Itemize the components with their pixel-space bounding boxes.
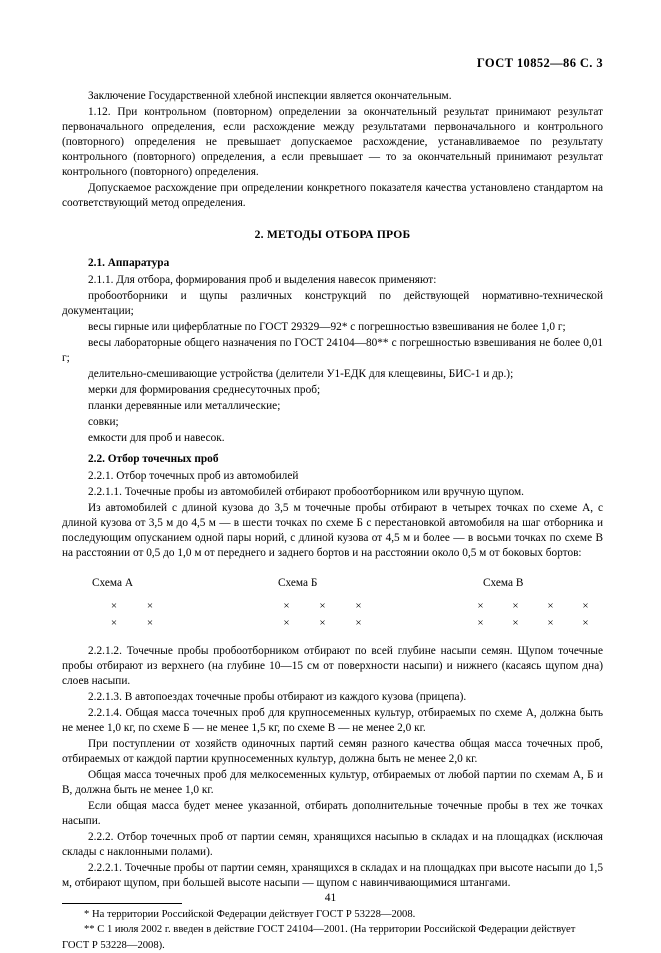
paragraph-samplers: пробоотборники и щупы различных конструкций по действующей нормативно-технической документации;: [62, 289, 603, 317]
paragraph-scheme-description: Из автомобилей с длиной кузова до 3,5 м точечные пробы отбирают в четырех точках по схеме А, с длиной кузова от 3,5 м до 4,5 м — в шести точках по схеме Б с перестановкой автомобиля на шаг отборника и последующим опусканием одной пары норий, с длиной кузова от 4,5 м и более — в восьми точках по схеме В на расстоянии от 0,5 до 1,0 м от переднего и заднего бортов и на расстоянии около 0,5 м от боковых бортов:: [62, 501, 603, 559]
scheme-row: [92, 598, 603, 615]
page-number: 41: [324, 892, 337, 904]
paragraph-containers: емкости для проб и навесок.: [88, 431, 225, 444]
paragraph-1-12: 1.12. При контрольном (повторном) определении за окончательный результат принимают результат первоначального определения, если расхождение между результатами первоначального и контрольного (повторного) определения не превышает допускаемое расхождение, устанавливаемое по результату контрольного (повторного) определения, а если превышает — то за окончательный принимают результат контрольного (повторного) определения.: [62, 106, 603, 179]
paragraph-2-2-1-1: 2.2.1.1. Точечные пробы из автомобилей отбирают пробоотборником или вручную щупом.: [88, 485, 524, 498]
paragraph-lab-scales: весы лабораторные общего назначения по ГОСТ 24104—80** с погрешностью взвешивания не более 0,01 г;: [62, 336, 603, 364]
scheme-point: ×: [319, 616, 326, 629]
paragraph-scoops: совки;: [88, 415, 119, 428]
scheme-point: ×: [146, 616, 154, 629]
paragraph-2-2-1: 2.2.1. Отбор точечных проб из автомобилей: [88, 469, 299, 482]
scheme-point: ×: [283, 616, 290, 629]
scheme-rows: [92, 598, 603, 632]
scheme-point: ×: [512, 616, 519, 629]
page-header: ГОСТ 10852—86 С. 3: [476, 56, 603, 70]
scheme-label-b: Схема Б: [278, 576, 318, 589]
paragraph-measures: мерки для формирования среднесуточных проб;: [88, 383, 321, 396]
scheme-label-v: Схема В: [483, 576, 524, 589]
section-heading-2: 2. МЕТОДЫ ОТБОРА ПРОБ: [254, 228, 411, 242]
scheme-label-a: Схема А: [92, 576, 133, 589]
paragraph-2-2-1-4: 2.2.1.4. Общая масса точечных проб для крупносеменных культур, отбираемых по схеме А, должна быть не менее 1,0 кг, по схеме Б — не менее 1,5 кг, по схеме В — не менее 2,0 кг.: [62, 707, 603, 735]
paragraph-mass-small-seed: Общая масса точечных проб для мелкосеменных культур, отбираемых от любой партии по схемам А, Б и В, должна быть не менее 1,0 кг.: [62, 769, 603, 797]
paragraph-2-2-2-1: 2.2.2.1. Точечные пробы от партии семян, хранящихся в складах и на площадках при высоте насыпи до 1,5 м, отбирают щупом, при большей высоте насыпи — щупом с навинчивающимися штангами.: [62, 862, 603, 890]
footnote-2: ** С 1 июля 2002 г. введен в действие ГОСТ 24104—2001. (На территории Российской Федерации действует: [84, 924, 576, 936]
heading-2-2: 2.2. Отбор точечных проб: [88, 452, 219, 465]
scheme-point: ×: [547, 599, 554, 612]
scheme-point: ×: [146, 599, 154, 612]
scheme-group-a: [92, 615, 268, 632]
scheme-group-v: [463, 615, 603, 632]
heading-2-1: 2.1. Аппаратура: [88, 256, 170, 269]
scheme-point: ×: [110, 616, 118, 629]
scheme-group-v: [463, 598, 603, 615]
footnote-2-continued: ГОСТ Р 53228—2008).: [62, 939, 165, 951]
scheme-group-b: [268, 598, 463, 615]
scheme-point: ×: [547, 616, 554, 629]
footnotes: [62, 908, 603, 953]
scheme-diagram: [62, 576, 603, 632]
paragraph-less-than-required: Если общая масса будет менее указанной, отбирать дополнительные точечные пробы в тех же точках насыпи.: [62, 800, 603, 828]
scheme-row: [92, 615, 603, 632]
footnote-1: * На территории Российской Федерации действует ГОСТ Р 53228—2008.: [84, 909, 416, 921]
scheme-point: ×: [477, 599, 484, 612]
paragraph-tolerance: Допускаемое расхождение при определении конкретного показателя качества установлено стандартом на соответствующий метод определения.: [62, 182, 603, 210]
scheme-point: ×: [355, 616, 362, 629]
scheme-labels: [92, 576, 603, 591]
scheme-point: ×: [110, 599, 118, 612]
scheme-point: ×: [477, 616, 484, 629]
scheme-point: ×: [582, 599, 589, 612]
paragraph-planks: планки деревянные или металлические;: [88, 399, 281, 412]
scheme-point: ×: [355, 599, 362, 612]
paragraph-farm-lots: При поступлении от хозяйств одиночных партий семян разного качества общая масса точечных проб, отбираемых от каждой партии крупносеменных культур, должна быть не менее 2,0 кг.: [62, 738, 603, 766]
paragraph-scales: весы гирные или циферблатные по ГОСТ 29329—92* с погрешностью взвешивания не более 1,0 г;: [88, 320, 566, 333]
scheme-group-b: [268, 615, 463, 632]
scheme-point: ×: [582, 616, 589, 629]
paragraph-2-1-1: 2.1.1. Для отбора, формирования проб и выделения навесок применяют:: [88, 273, 437, 286]
scheme-point: ×: [512, 599, 519, 612]
document-body: [62, 89, 603, 891]
paragraph-2-2-1-3: 2.2.1.3. В автопоездах точечные пробы отбирают из каждого кузова (прицепа).: [88, 690, 467, 703]
scheme-point: ×: [283, 599, 290, 612]
scheme-group-a: [92, 598, 268, 615]
paragraph-2-2-2: 2.2.2. Отбор точечных проб от партии семян, хранящихся насыпью в складах и на площадках (исключая склады с наклонными полами).: [62, 831, 603, 859]
scheme-point: ×: [319, 599, 326, 612]
paragraph-dividers: делительно-смешивающие устройства (делители У1-ЕДК для клещевины, БИС-1 и др.);: [88, 367, 514, 380]
paragraph-2-2-1-2: 2.2.1.2. Точечные пробы пробоотборником отбирают по всей глубине насыпи семян. Щупом точечные пробы отбирают из верхнего (на глубине 10—15 см от поверхности насыпи) и нижнего (касаясь щупом дна) слоев насыпи.: [62, 644, 603, 687]
paragraph-conclusion: Заключение Государственной хлебной инспекции является окончательным.: [88, 90, 452, 102]
